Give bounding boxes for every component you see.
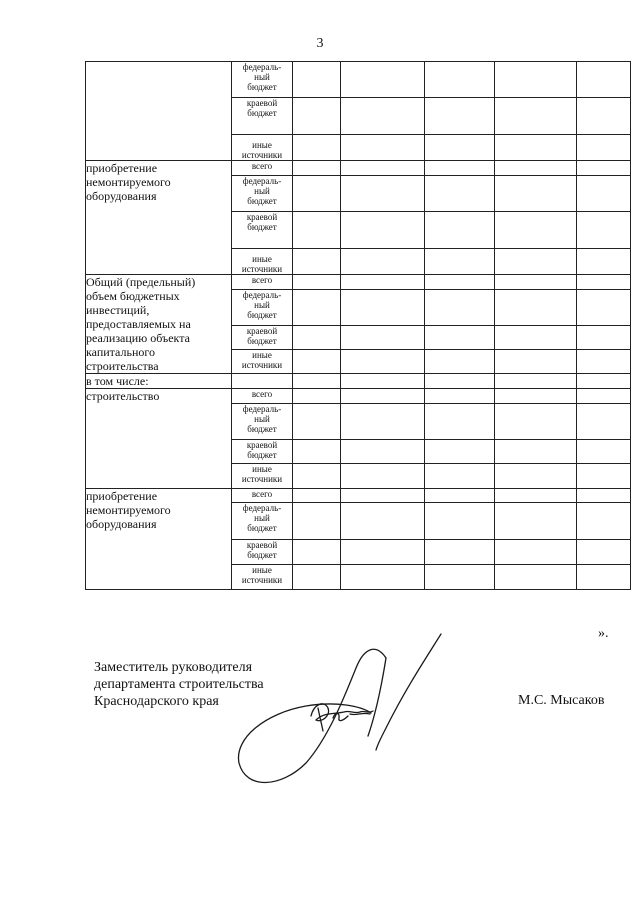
- signatory-name: М.С. Мысаков: [518, 693, 605, 708]
- table-row: [86, 489, 631, 503]
- closing-quote-mark: ».: [598, 626, 609, 641]
- source-regional: краевой бюджет: [232, 212, 293, 249]
- row-label-including: в том числе:: [86, 374, 232, 389]
- signatory-title-line: Заместитель руководителя: [94, 660, 253, 675]
- source-total: всего: [232, 275, 293, 290]
- source-federal: федераль- ный бюджет: [232, 290, 293, 326]
- row-label-total-investment: Общий (предельный) объем бюджетных инвестиций, предоставляемых на реализацию объекта капитального строительства: [86, 275, 232, 374]
- handwritten-signature: [236, 628, 466, 793]
- signatory-title-line: Краснодарского края: [94, 694, 219, 709]
- continued-row-label: [86, 62, 232, 161]
- source-federal: федераль- ный бюджет: [232, 503, 293, 540]
- row-label-acquisition: приобретение немонтируемого оборудования: [86, 489, 232, 590]
- source-federal: федераль- ный бюджет: [232, 176, 293, 212]
- budget-investment-table: [85, 61, 631, 590]
- table-row: [86, 62, 631, 98]
- row-label-acquisition: приобретение немонтируемого оборудования: [86, 161, 232, 275]
- table-row: [86, 275, 631, 290]
- source-regional: краевой бюджет: [232, 440, 293, 464]
- row-label-construction: строительство: [86, 389, 232, 489]
- source-other: иные источники: [232, 565, 293, 590]
- table-row: [86, 374, 631, 389]
- source-federal: федераль- ный бюджет: [232, 404, 293, 440]
- table-row: [86, 389, 631, 404]
- source-total: всего: [232, 489, 293, 503]
- source-regional: краевой бюджет: [232, 326, 293, 350]
- source-regional: краевой бюджет: [232, 540, 293, 565]
- source-total: всего: [232, 389, 293, 404]
- source-other: иные источники: [232, 464, 293, 489]
- source-total: всего: [232, 161, 293, 176]
- source-other: иные источники: [232, 135, 293, 161]
- source-other: иные источники: [232, 249, 293, 275]
- signatory-title-line: департамента строительства: [94, 677, 264, 692]
- source-other: иные источники: [232, 350, 293, 374]
- source-regional: краевой бюджет: [232, 98, 293, 135]
- source-federal: федераль- ный бюджет: [232, 62, 293, 98]
- table-row: [86, 161, 631, 176]
- page-number: 3: [316, 36, 324, 51]
